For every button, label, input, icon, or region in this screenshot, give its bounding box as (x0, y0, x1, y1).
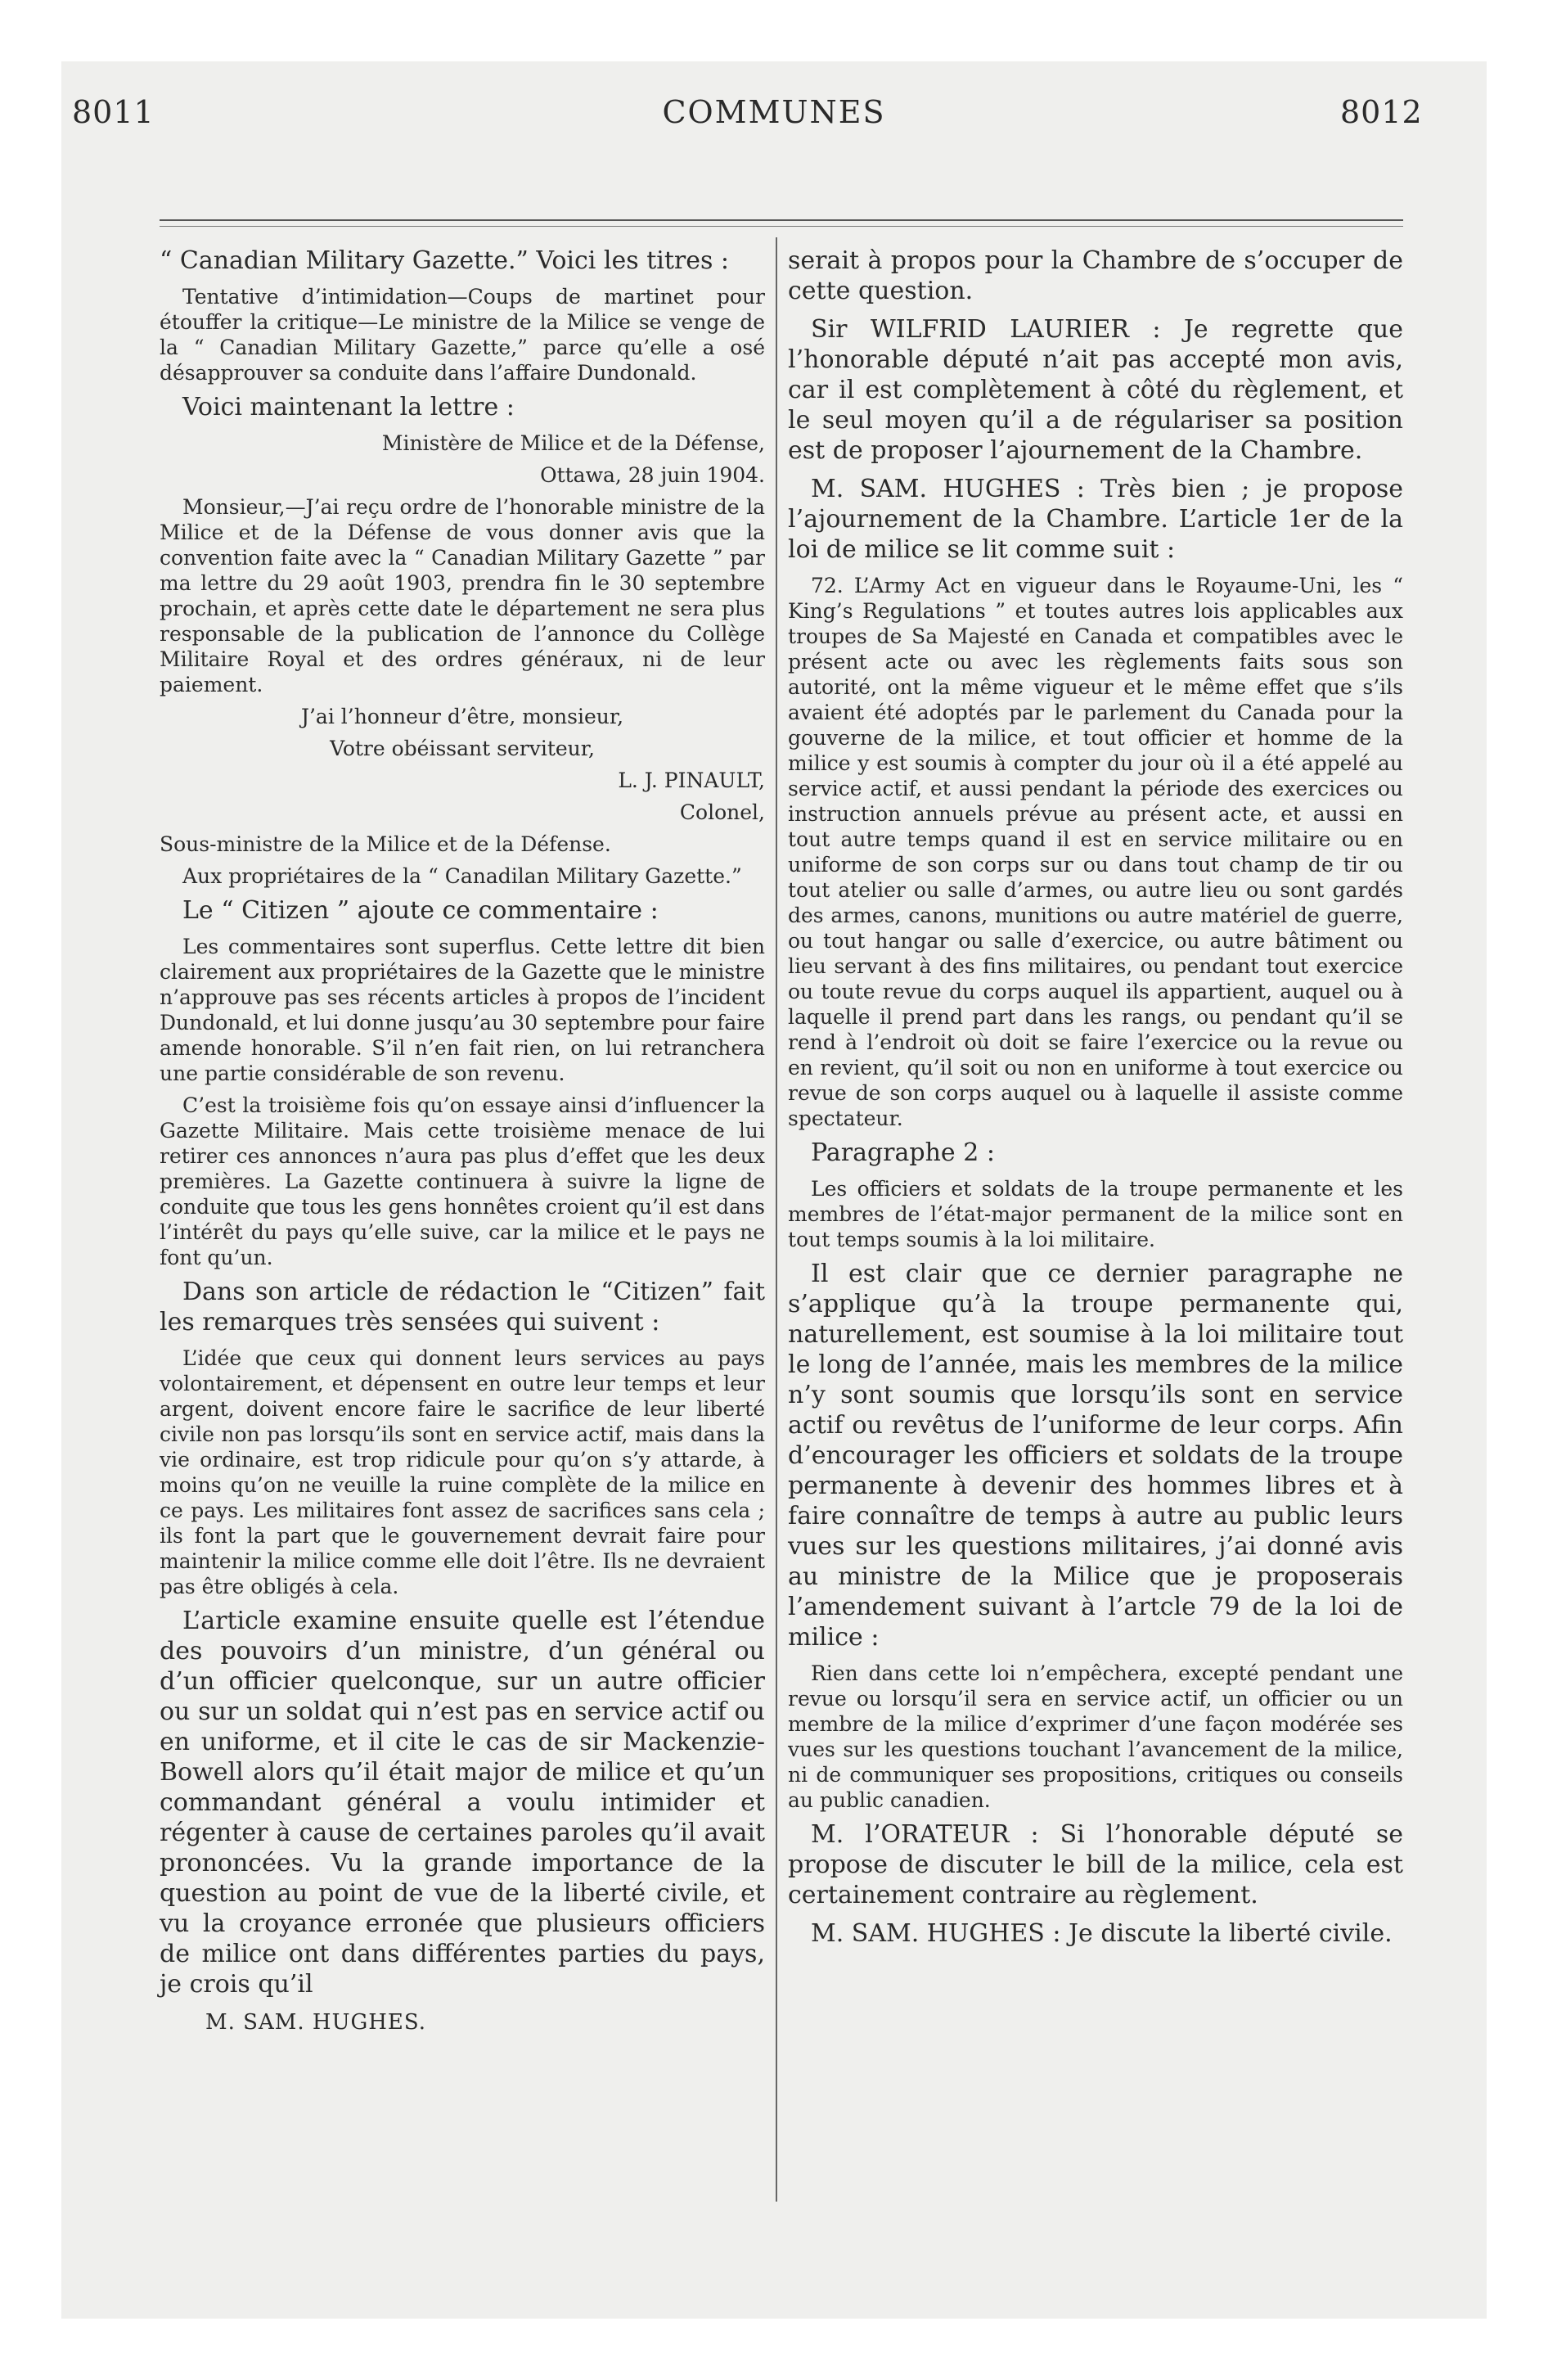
paragraph: C’est la troisième fois qu’on essaye ainsi d’influencer la Gazette Militaire. Mais cette troisième menace de lui retirer ces annonces n’aura pas plus d’effet que les deux premières. La Gazette continuera à suivre la ligne de conduite que tous les gens honnêtes croient qu’il est dans l’intérêt du pays qu’elle suive, car la milice et le pays ne font qu’un. (160, 1093, 765, 1269)
paragraph: Votre obéissant serviteur, (330, 737, 595, 760)
paragraph: Les officiers et soldats de la troupe permanente et les membres de l’état-major permanent de la milice sont en tout temps soumis à la loi militaire. (788, 1177, 1403, 1251)
paragraph: Rien dans cette loi n’empêchera, excepté pendant une revue ou lorsqu’il sera en service actif, un officier ou un membre de la milice d’exprimer d’une façon modérée ses vues sur les questions touchant l’avancement de la milice, ni de communiquer ses propositions, critiques ou conseils au public canadien. (788, 1661, 1403, 1812)
paragraph: Il est clair que ce dernier paragraphe ne s’applique qu’à la troupe permanente qui, naturellement, est soumise à la loi militaire tout le long de l’année, mais les membres de la milice n’y sont soumis que lorsqu’ils sont en service actif ou revêtus de l’uniforme de leur corps. Afin d’encourager les officiers et soldats de la troupe permanente à devenir des hommes libres et à faire connaître de temps à autre au public leurs vues sur les questions militaires, j’ai donné avis au ministre de la Milice que je proposerais l’amendement suivant à l’artcle 79 de la loi de milice : (788, 1260, 1403, 1652)
paragraph: Ottawa, 28 juin 1904. (540, 463, 765, 487)
paragraph: Monsieur,—J’ai reçu ordre de l’honorable ministre de la Milice et de la Défense de vous donner avis que la convention faite avec la “ Canadian Military Gazette ” par ma lettre du 29 août 1903, prendra fin le 30 septembre prochain, et après cette date le département ne sera plus responsable de la publication de l’annonce du Collège Militaire Royal et des ordres généraux, ni de leur paiement. (160, 495, 765, 696)
paragraph: Aux propriétaires de la “ Canadilan Military Gazette.” (182, 864, 742, 888)
paragraph: Ministère de Milice et de la Défense, (381, 431, 765, 455)
paragraph: Sir WILFRID LAURIER : Je regrette que l’honorable député n’ait pas accepté mon avis, car il est complètement à côté du règlement, et le seul moyen qu’il a de régulariser sa position est de proposer l’ajournement de la Chambre. (788, 315, 1403, 465)
paragraph: Voici maintenant la lettre : (182, 393, 515, 421)
right-column (788, 246, 1403, 1957)
paragraph: L. J. PINAULT, (618, 769, 765, 792)
left-page-number: 8011 (72, 94, 155, 130)
paragraph: Le “ Citizen ” ajoute ce commentaire : (182, 896, 659, 925)
right-page-number: 8012 (1340, 94, 1423, 130)
paragraph: L’idée que ceux qui donnent leurs services au pays volontairement, et dépensent en outre leur temps et leur argent, doivent encore faire le sacrifice de leur liberté civile non pas lorsqu’ils sont en service actif, mais dans la vie ordinaire, est trop ridicule pour qu’on s’y attarde, à moins qu’on ne veuille la ruine complète de la milice en ce pays. Les militaires font assez de sacrifices sans cela ; ils font la part que le gouvernement devrait faire pour maintenir la milice comme elle doit l’être. Ils ne devraient pas être obligés à cela. (160, 1346, 765, 1598)
paragraph: Colonel, (679, 800, 765, 824)
paragraph: L’article examine ensuite quelle est l’étendue des pouvoirs d’un ministre, d’un général ou d’un officier quelconque, sur un autre officier ou sur un soldat qui n’est pas en service actif ou en uniforme, et il cite le cas de sir Mackenzie-Bowell alors qu’il était major de milice et qu’un commandant général a voulu intimider et régenter à cause de certaines paroles qu’il avait prononcées. Vu la grande importance de la question au point de vue de la liberté civile, et vu la croyance erronée que plusieurs officiers de milice ont dans différentes parties du pays, je crois qu’il (160, 1607, 765, 1999)
paragraph: J’ai l’honneur d’être, monsieur, (300, 705, 624, 728)
paragraph: M. SAM. HUGHES : Très bien ; je propose l’ajournement de la Chambre. L’article 1er de la loi de milice se lit comme suit : (788, 475, 1403, 564)
header-rule (160, 219, 1403, 221)
header-rule-thin (160, 226, 1403, 227)
paragraph: Les commentaires sont superflus. Cette lettre dit bien clairement aux propriétaires de la Gazette que le ministre n’approuve pas ses récents articles à propos de l’incident Dundonald, et lui donne jusqu’au 30 septembre pour faire amende honorable. S’il n’en fait rien, on lui retranchera une partie considérable de son revenu. (160, 935, 765, 1085)
paragraph: 72. L’Army Act en vigueur dans le Royaume-Uni, les “ King’s Regulations ” et toutes autres lois applicables aux troupes de Sa Majesté en Canada et compatibles avec le présent acte ou avec les règlements faits sous son autorité, ont la même vigueur et le même effet que s’ils avaient été adoptés par le parlement du Canada pour la gouverne de la milice, et tout officier et homme de la milice y est soumis à compter du jour où il a été appelé au service actif, et aussi pendant la période des exercices ou instruction annuels prévue au présent acte, et aussi en tout autre temps quand il est en service militaire ou en uniforme de son corps sur ou dans tout champ de tir ou tout atelier ou salle d’armes, ou autre lieu ou sont gardés des armes, canons, munitions ou autre matériel de guerre, ou tout hangar ou salle d’exercice, ou autre bâtiment ou lieu servant à des fins militaires, ou pendant tout exercice ou toute revue du corps auquel ils appartient, auquel ou à laquelle il prend part dans les rangs, ou pendant qu’il se rend à l’endroit où doit se faire l’exercice ou la revue ou en revient, qu’il soit ou non en uniforme à tout exercice ou revue de son corps auquel ou à laquelle il assiste comme spectateur. (788, 574, 1403, 1130)
paragraph: Dans son article de rédaction le “Citizen” fait les remarques très sensées qui suivent : (160, 1278, 765, 1336)
paragraph: Tentative d’intimidation—Coups de martinet pour étouffer la critique—Le ministre de la Milice se venge de la “ Canadian Military Gazette,” parce qu’elle a osé désapprouver sa conduite dans l’affaire Dundonald. (160, 285, 765, 385)
paragraph: M. l’ORATEUR : Si l’honorable député se propose de discuter le bill de la milice, cela est certainement contraire au règlement. (788, 1820, 1403, 1909)
paragraph: Sous-ministre de la Milice et de la Défense. (160, 832, 611, 856)
running-title: COMMUNES (662, 94, 886, 130)
column-footer-speaker: M. SAM. HUGHES. (205, 2010, 427, 2035)
paragraph: “ Canadian Military Gazette.” Voici les titres : (160, 246, 730, 275)
paragraph: serait à propos pour la Chambre de s’occuper de cette question. (788, 246, 1403, 305)
column-divider (776, 237, 777, 2202)
left-column (160, 246, 765, 2035)
paragraph: Paragraphe 2 : (811, 1138, 995, 1167)
paragraph: M. SAM. HUGHES : Je discute la liberté civile. (811, 1919, 1393, 1948)
